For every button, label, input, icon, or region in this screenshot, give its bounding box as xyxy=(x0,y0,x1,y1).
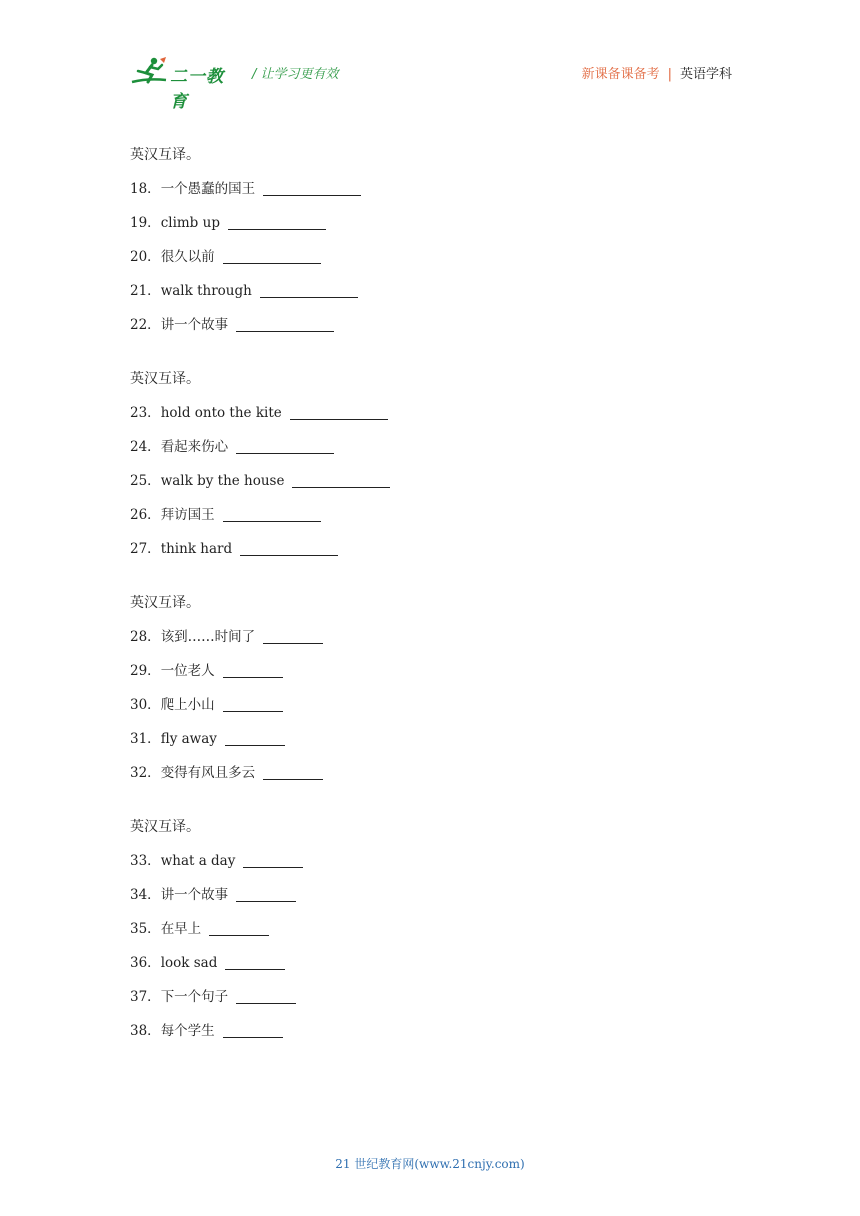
item-text: 爬上小山 xyxy=(160,697,215,713)
item-text: 该到……时间了 xyxy=(160,629,256,645)
answer-blank[interactable] xyxy=(236,317,334,332)
answer-blank[interactable] xyxy=(263,765,323,780)
item-number: 25． xyxy=(130,473,161,489)
item-number: 33． xyxy=(130,853,161,869)
answer-blank[interactable] xyxy=(209,921,269,936)
answer-blank[interactable] xyxy=(228,215,326,230)
exercise-item xyxy=(130,695,750,729)
page-footer[interactable]: 21 世纪教育网(www.21cnjy.com) xyxy=(335,1157,525,1171)
item-text: fly away xyxy=(160,731,217,747)
exercise-item xyxy=(130,729,750,763)
item-text: 每个学生 xyxy=(160,1023,215,1039)
exercise-item xyxy=(130,437,750,471)
item-number: 27． xyxy=(130,541,161,557)
item-number: 18． xyxy=(130,181,161,197)
exercise-section xyxy=(130,817,750,1055)
exercise-item xyxy=(130,987,750,1021)
exercise-section xyxy=(130,145,750,349)
exercise-item xyxy=(130,281,750,315)
answer-blank[interactable] xyxy=(236,439,334,454)
answer-blank[interactable] xyxy=(223,1023,283,1038)
header-course-label: 新课备课备考 xyxy=(581,67,660,82)
exercise-item xyxy=(130,403,750,437)
exercise-item xyxy=(130,247,750,281)
exercise-item xyxy=(130,763,750,797)
item-text: 拜访国王 xyxy=(160,507,215,523)
exercise-section xyxy=(130,593,750,797)
answer-blank[interactable] xyxy=(223,507,321,522)
item-text: 很久以前 xyxy=(160,249,215,265)
logo-text: 二一教育 xyxy=(170,67,224,112)
exercise-item xyxy=(130,953,750,987)
item-number: 38． xyxy=(130,1023,161,1039)
item-text: hold onto the kite xyxy=(160,405,282,421)
answer-blank[interactable] xyxy=(225,731,285,746)
item-text: 一位老人 xyxy=(160,663,215,679)
header-separator: | xyxy=(667,67,672,82)
logo xyxy=(130,56,240,112)
item-text: 变得有风且多云 xyxy=(160,765,256,781)
item-text: 下一个句子 xyxy=(160,989,229,1005)
item-text: walk through xyxy=(160,283,252,299)
exercise-item xyxy=(130,315,750,349)
item-text: 看起来伤心 xyxy=(160,439,229,455)
item-text: 在早上 xyxy=(160,921,202,937)
item-text: think hard xyxy=(160,541,233,557)
answer-blank[interactable] xyxy=(223,697,283,712)
item-text: climb up xyxy=(160,215,220,231)
item-number: 26． xyxy=(130,507,161,523)
section-title: 英汉互译。 xyxy=(130,819,200,835)
answer-blank[interactable] xyxy=(236,989,296,1004)
item-number: 34． xyxy=(130,887,161,903)
exercise-item xyxy=(130,539,750,573)
exercise-item xyxy=(130,471,750,505)
exercise-item xyxy=(130,919,750,953)
item-number: 21． xyxy=(130,283,161,299)
answer-blank[interactable] xyxy=(292,473,390,488)
page-header xyxy=(130,54,732,112)
answer-blank[interactable] xyxy=(263,181,361,196)
item-number: 30． xyxy=(130,697,161,713)
exercise-item xyxy=(130,213,750,247)
item-number: 29． xyxy=(130,663,161,679)
section-title: 英汉互译。 xyxy=(130,595,200,611)
exercise-item xyxy=(130,885,750,919)
exercise-item xyxy=(130,179,750,213)
item-number: 19． xyxy=(130,215,161,231)
item-number: 23． xyxy=(130,405,161,421)
item-number: 36． xyxy=(130,955,161,971)
item-text: walk by the house xyxy=(160,473,285,489)
section-title: 英汉互译。 xyxy=(130,371,200,387)
item-number: 28． xyxy=(130,629,161,645)
item-text: 一个愚蠢的国王 xyxy=(160,181,256,197)
runner-logo-icon xyxy=(130,56,170,88)
item-number: 32． xyxy=(130,765,161,781)
exercise-item xyxy=(130,627,750,661)
item-number: 22． xyxy=(130,317,161,333)
exercise-item xyxy=(130,505,750,539)
item-text: 讲一个故事 xyxy=(160,317,229,333)
exercise-item xyxy=(130,661,750,695)
answer-blank[interactable] xyxy=(223,663,283,678)
answer-blank[interactable] xyxy=(260,283,358,298)
header-subject-label: 英语学科 xyxy=(679,67,732,82)
answer-blank[interactable] xyxy=(225,955,285,970)
item-number: 31． xyxy=(130,731,161,747)
worksheet-content xyxy=(130,145,750,1075)
answer-blank[interactable] xyxy=(290,405,388,420)
item-number: 37． xyxy=(130,989,161,1005)
item-number: 24． xyxy=(130,439,161,455)
exercise-item xyxy=(130,1021,750,1055)
item-text: 讲一个故事 xyxy=(160,887,229,903)
answer-blank[interactable] xyxy=(223,249,321,264)
exercise-section xyxy=(130,369,750,573)
answer-blank[interactable] xyxy=(243,853,303,868)
exercise-item xyxy=(130,851,750,885)
item-text: look sad xyxy=(160,955,218,971)
item-number: 20． xyxy=(130,249,161,265)
item-number: 35． xyxy=(130,921,161,937)
item-text: what a day xyxy=(160,853,236,869)
section-title: 英汉互译。 xyxy=(130,147,200,163)
answer-blank[interactable] xyxy=(240,541,338,556)
answer-blank[interactable] xyxy=(263,629,323,644)
slogan: / 让学习更有效 xyxy=(252,67,339,82)
header-subject xyxy=(582,63,732,82)
answer-blank[interactable] xyxy=(236,887,296,902)
